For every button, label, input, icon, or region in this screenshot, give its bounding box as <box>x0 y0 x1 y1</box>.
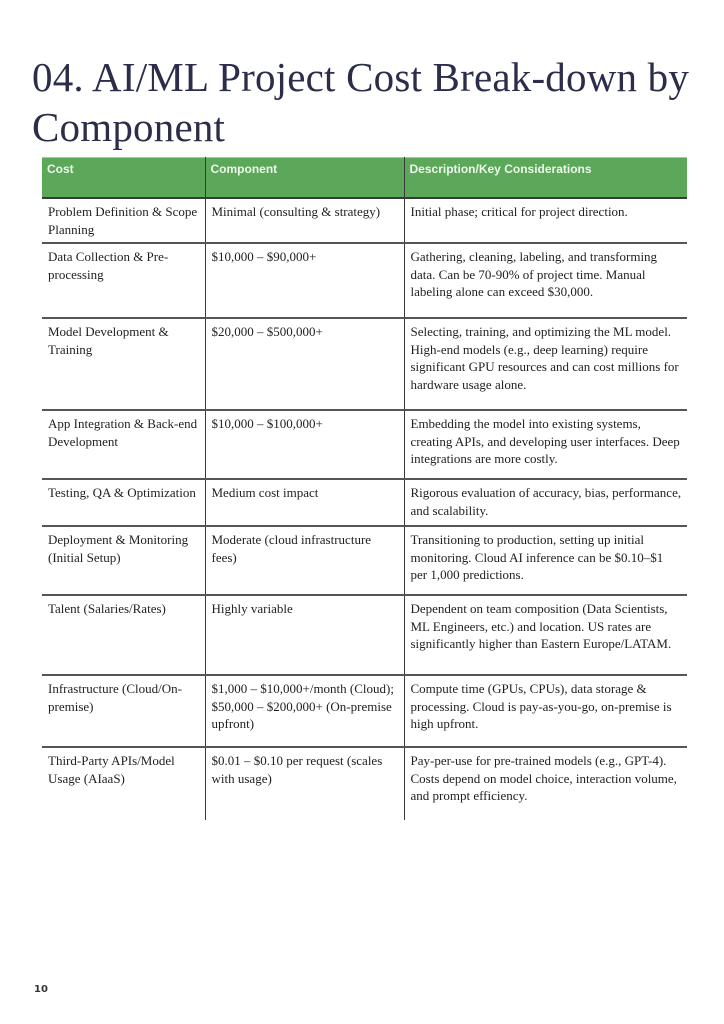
component-cell: $0.01 – $0.10 per request (scales with usage) <box>205 747 404 820</box>
table-row <box>42 595 687 675</box>
cost-cell: Deployment & Monitoring (Initial Setup) <box>42 526 205 595</box>
header-cost: Cost <box>42 157 205 198</box>
description-cell: Initial phase; critical for project direction. <box>404 198 687 243</box>
table-body <box>42 198 687 820</box>
description-cell: Dependent on team composition (Data Scientists, ML Engineers, etc.) and location. US rates are significantly higher than Eastern Europe/LATAM. <box>404 595 687 675</box>
table-row <box>42 410 687 479</box>
component-cell: $10,000 – $90,000+ <box>205 243 404 318</box>
header-description: Description/Key Considerations <box>404 157 687 198</box>
header-row <box>42 157 687 198</box>
cost-cell: Infrastructure (Cloud/On-premise) <box>42 675 205 747</box>
table-row <box>42 198 687 243</box>
description-cell: Embedding the model into existing systems, creating APIs, and developing user interfaces. Deep integrations are more costly. <box>404 410 687 479</box>
cost-cell: Testing, QA & Optimization <box>42 479 205 526</box>
component-cell: Highly variable <box>205 595 404 675</box>
cost-cell: App Integration & Back-end Development <box>42 410 205 479</box>
table-row <box>42 479 687 526</box>
table-row <box>42 318 687 410</box>
header-component: Component <box>205 157 404 198</box>
table-row <box>42 243 687 318</box>
page-title: 04. AI/ML Project Cost Break-down by Component <box>32 54 690 150</box>
description-cell: Gathering, cleaning, labeling, and transforming data. Can be 70-90% of project time. Manual labeling alone can exceed $30,000. <box>404 243 687 318</box>
description-cell: Compute time (GPUs, CPUs), data storage & processing. Cloud is pay-as-you-go, on-premise is high upfront. <box>404 675 687 747</box>
component-cell: $1,000 – $10,000+/month (Cloud); $50,000 – $200,000+ (On-premise upfront) <box>205 675 404 747</box>
table-row <box>42 747 687 820</box>
component-cell: $20,000 – $500,000+ <box>205 318 404 410</box>
cost-cell: Problem Definition & Scope Planning <box>42 198 205 243</box>
cost-cell: Third-Party APIs/Model Usage (AIaaS) <box>48 753 175 786</box>
component-cell: Medium cost impact <box>205 479 404 526</box>
description-cell: Transitioning to production, setting up initial monitoring. Cloud AI inference can be $0.10–$1 per 1,000 predictions. <box>404 526 687 595</box>
table-row <box>42 675 687 747</box>
page-number: 10 <box>34 984 48 995</box>
cost-cell: Data Collection & Pre-processing <box>42 243 205 318</box>
table-row <box>42 526 687 595</box>
description-cell: Selecting, training, and optimizing the ML model. High-end models (e.g., deep learning) require significant GPU resources and can cost millions for hardware usage alone. <box>404 318 687 410</box>
component-cell: $10,000 – $100,000+ <box>205 410 404 479</box>
cost-cell: Model Development & Training <box>42 318 205 410</box>
cost-cell: Talent (Salaries/Rates) <box>42 595 205 675</box>
table-header <box>42 157 687 198</box>
cost-breakdown-table <box>42 157 687 820</box>
description-cell: Rigorous evaluation of accuracy, bias, performance, and scalability. <box>404 479 687 526</box>
description-cell: Pay-per-use for pre-trained models (e.g., GPT-4). Costs depend on model choice, interaction volume, and prompt efficiency. <box>404 747 687 820</box>
component-cell: Minimal (consulting & strategy) <box>205 198 404 243</box>
component-cell: Moderate (cloud infrastructure fees) <box>205 526 404 595</box>
